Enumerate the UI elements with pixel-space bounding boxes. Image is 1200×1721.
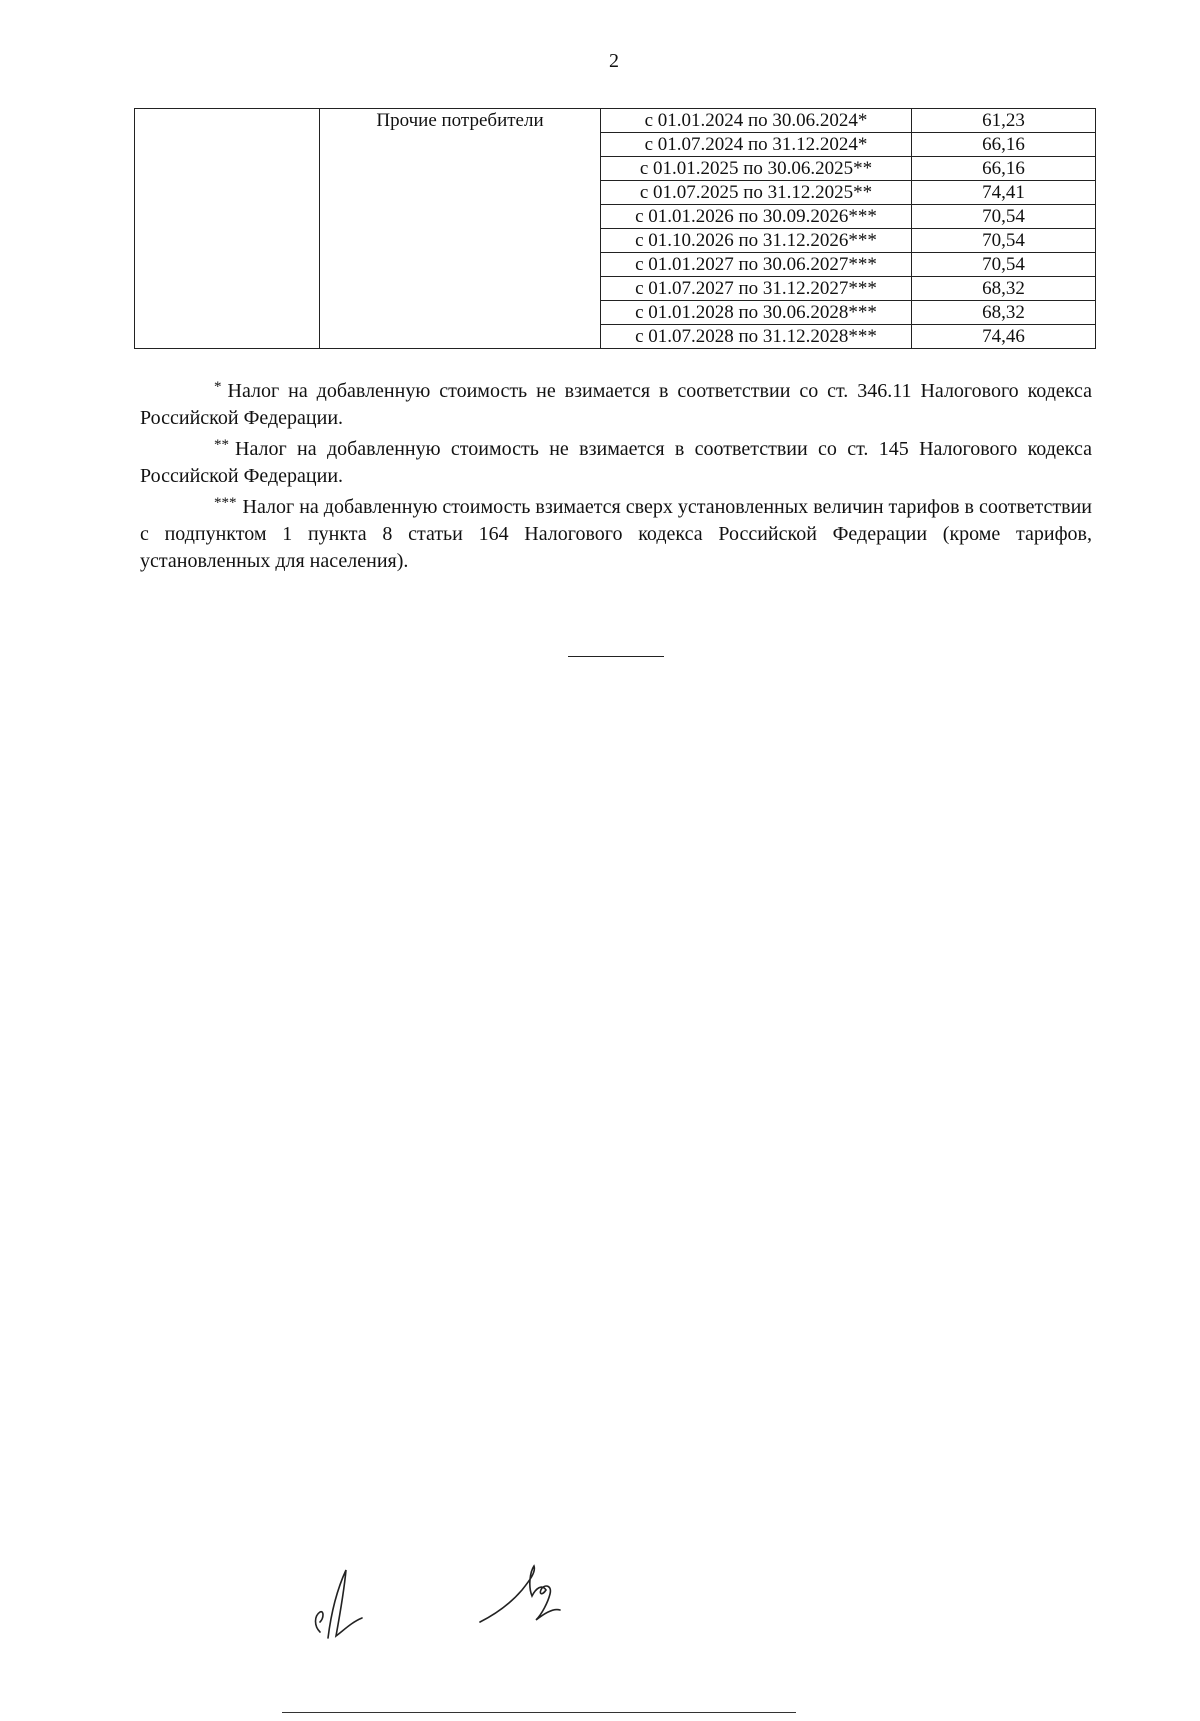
period-cell: с 01.01.2025 по 30.06.2025** [601, 157, 912, 181]
footnotes [140, 374, 1092, 575]
period-cell: с 01.01.2028 по 30.06.2028*** [601, 301, 912, 325]
footnote-text: Налог на добавленную стоимость не взимается в соответствии со ст. 346.11 Налогового кодекса Российской Федерации. [140, 380, 1092, 429]
tariff-table [134, 108, 1096, 349]
tariff-value: 70,54 [912, 205, 1096, 229]
initials-signature [300, 1562, 370, 1642]
page-number: 2 [609, 50, 619, 72]
footnote [140, 432, 1092, 490]
tariff-value: 61,23 [912, 109, 1096, 133]
end-of-document-line [568, 656, 664, 657]
tariff-value: 66,16 [912, 157, 1096, 181]
footnote [140, 490, 1092, 575]
footnote-mark: ** [214, 437, 229, 453]
table-row [135, 109, 1096, 133]
footnote-mark: *** [214, 495, 237, 511]
period-cell: с 01.07.2028 по 31.12.2028*** [601, 325, 912, 349]
tariff-value: 74,41 [912, 181, 1096, 205]
footnote [140, 374, 1092, 432]
initials-signature [476, 1562, 576, 1628]
period-cell: с 01.10.2026 по 31.12.2026*** [601, 229, 912, 253]
tariff-value: 70,54 [912, 229, 1096, 253]
tariff-value: 74,46 [912, 325, 1096, 349]
period-cell: с 01.07.2024 по 31.12.2024* [601, 133, 912, 157]
period-cell: с 01.07.2025 по 31.12.2025** [601, 181, 912, 205]
footnote-text: Налог на добавленную стоимость не взимается в соответствии со ст. 145 Налогового кодекса Российской Федерации. [140, 438, 1092, 487]
tariff-value: 66,16 [912, 133, 1096, 157]
footnote-mark: * [214, 379, 222, 395]
period-cell: с 01.01.2027 по 30.06.2027*** [601, 253, 912, 277]
footnote-text: Налог на добавленную стоимость взимается сверх установленных величин тарифов в соответствии с подпунктом 1 пункта 8 статьи 164 Налогового кодекса Российской Федерации (кроме тарифов, установленных для населения). [140, 496, 1092, 572]
consumer-category: Прочие потребители [320, 109, 601, 349]
period-cell: с 01.07.2027 по 31.12.2027*** [601, 277, 912, 301]
table-cell-blank [135, 109, 320, 349]
period-cell: с 01.01.2026 по 30.09.2026*** [601, 205, 912, 229]
bottom-rule [282, 1712, 796, 1713]
tariff-value: 68,32 [912, 277, 1096, 301]
period-cell: с 01.01.2024 по 30.06.2024* [601, 109, 912, 133]
tariff-value: 70,54 [912, 253, 1096, 277]
tariff-value: 68,32 [912, 301, 1096, 325]
